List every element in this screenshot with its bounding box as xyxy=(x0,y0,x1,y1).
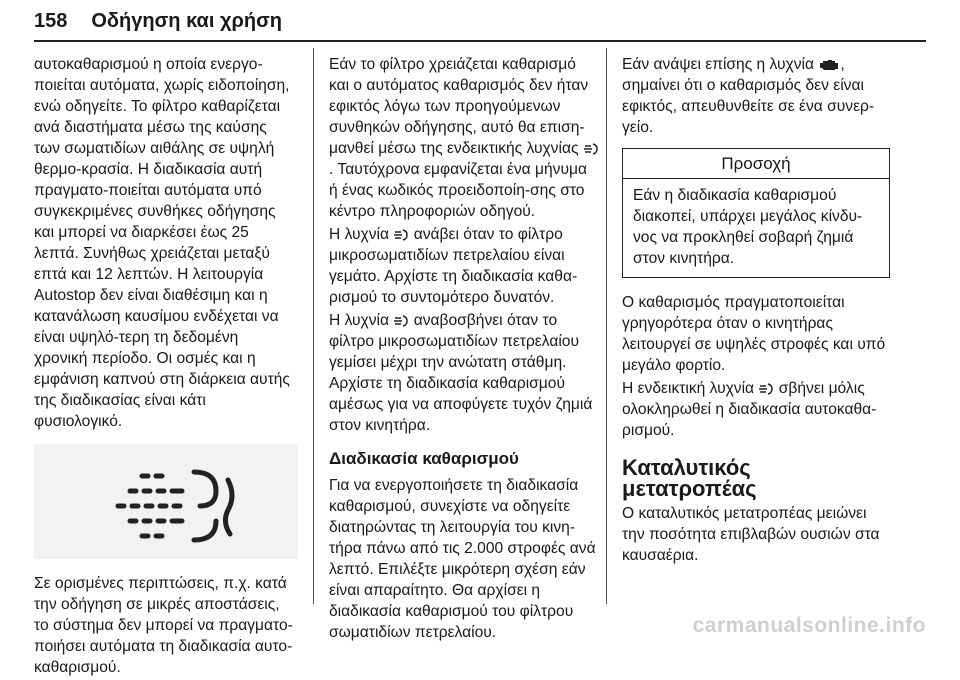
paragraph: Ο καθαρισμός πραγματοποιείται γρηγορότερα όταν ο κινητήρας λειτουργεί σε υψηλές στροφές και υπό μεγάλο φορτίο. xyxy=(622,294,886,374)
dpf-icon xyxy=(393,314,409,328)
column-2 xyxy=(329,54,599,645)
warning-title: Προσοχή xyxy=(623,149,889,179)
column-divider xyxy=(606,48,607,604)
paragraph: Εάν το φίλτρο χρειάζεται καθαρισμό και ο αυτόματος καθαρισμός δεν ήταν εφικτός λόγω των προηγούμενων συνθηκών οδήγησης, αυτό θα επιση-μανθεί μέσω της ενδεικτικής λυχνίας . Ταυτόχρονα εμφανίζεται ένα μήνυμα ή ένας κωδικός προειδοποίη-σης στο κέντρο πληροφοριών οδηγού. xyxy=(329,54,599,222)
paragraph: Εάν ανάψει επίσης η λυχνία , σημαίνει ότι ο καθαρισμός δεν είναι εφικτός, απευθυνθείτε σε ένα συνερ-γείο. xyxy=(622,56,875,136)
paragraph: Η λυχνία ανάβει όταν το φίλτρο μικροσωματιδίων πετρελαίου είναι γεμάτο. Αρχίστε τη διαδικασία καθα-ρισμού το συντομότερο δυνατόν. xyxy=(329,226,578,306)
page-number: 158 xyxy=(34,10,68,32)
engine-icon xyxy=(818,58,840,72)
dpf-icon xyxy=(583,142,599,156)
watermark: carmanualsonline.info xyxy=(692,614,926,637)
paragraph: Η ενδεικτική λυχνία σβήνει μόλις ολοκληρωθεί η διαδικασία αυτοκαθα-ρισμού. xyxy=(622,380,877,439)
dpf-icon xyxy=(393,228,409,242)
dpf-icon xyxy=(34,444,298,559)
page-header xyxy=(34,10,282,33)
column-divider xyxy=(313,48,314,604)
column-3 xyxy=(622,54,890,568)
column-1 xyxy=(34,54,294,680)
page-title: Οδήγηση και χρήση xyxy=(91,10,282,32)
paragraph: Η λυχνία αναβοσβήνει όταν το φίλτρο μικροσωματιδίων πετρελαίου γεμίσει μέχρι την ανώτατη στάθμη. Αρχίστε τη διαδικασία καθαρισμού αμέσως για να αποφύγετε τυχόν ζημιά στον κινητήρα. xyxy=(329,312,593,434)
paragraph: Σε ορισμένες περιπτώσεις, π.χ. κατά την οδήγηση σε μικρές αποστάσεις, το σύστημα δεν μπορεί να πραγματο-ποιήσει αυτόματα τη διαδικασία αυτο-καθαρισμού. xyxy=(34,575,293,676)
paragraph: Για να ενεργοποιήσετε τη διαδικασία καθαρισμού, συνεχίστε να οδηγείτε διατηρώντας τη λειτουργία του κινη-τήρα πάνω από τις 2.000 στροφές ανά λεπτό. Επιλέξτε μικρότερη σχέση εάν είναι απαραίτητο. Θα αρχίσει η διαδικασία καθαρισμού του φίλτρου σωματιδίων πετρελαίου. xyxy=(329,477,596,641)
section-heading: Διαδικασία καθαρισμού xyxy=(329,449,519,468)
section-heading: Καταλυτικός μετατροπέας xyxy=(622,455,757,501)
warning-box xyxy=(622,148,890,278)
paragraph: Ο καταλυτικός μετατροπέας μειώνει την ποσότητα επιβλαβών ουσιών στα καυσαέρια. xyxy=(622,505,880,564)
dpf-figure xyxy=(34,444,298,559)
paragraph: αυτοκαθαρισμού η οποία ενεργο-ποιείται αυτόματα, χωρίς ειδοποίηση, ενώ οδηγείτε. Το φίλτρο καθαρίζεται ανά διαστήματα μέσω της καύσης των σωματιδίων αιθάλης σε υψηλή θερμο-κρασία. Η διαδικασία αυτή πραγματο-ποιείται αυτόματα υπό συγκεκριμένες συνθήκες οδήγησης και μπορεί να διαρκέσει έως 25 λεπτά. Συνήθως χρειάζεται μεταξύ επτά και 12 λεπτών. Η λειτουργία Autostop δεν είναι διαθέσιμη και η κατανάλωση καυσίμου ενδέχεται να είναι υψηλό-τερη τη δεδομένη χρονική περίοδο. Οι οσμές και η εμφάνιση καπνού στη διάρκεια αυτής της διαδικασίας είναι κάτι φυσιολογικό. xyxy=(34,56,290,430)
header-divider xyxy=(34,40,926,42)
dpf-icon xyxy=(758,382,774,396)
warning-text: Εάν η διαδικασία καθαρισμού διακοπεί, υπάρχει μεγάλος κίνδυ-νος να προκληθεί σοβαρή ζημιά στον κινητήρα. xyxy=(633,187,863,267)
